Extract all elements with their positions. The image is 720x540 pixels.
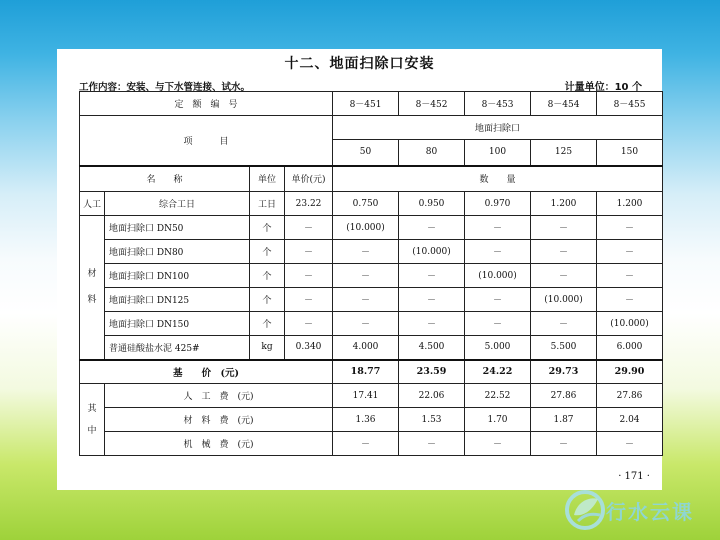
code-cell: 8－451 [333,92,399,116]
material-price: － [285,264,333,288]
material-unit: kg [250,336,285,360]
material-name: 地面扫除口 DN125 [105,288,250,312]
breakdown-label: 人 工 费 (元) [105,384,333,408]
material-price: 0.340 [285,336,333,360]
breakdown-category: 其中 [80,384,105,456]
code-cell: 8－452 [399,92,465,116]
size-cell: 100 [465,140,531,166]
breakdown-value: － [531,432,597,456]
work-content: 工作内容：安装、与下水管连接、试水。 [79,82,251,93]
material-price: － [285,312,333,336]
material-unit: 个 [250,216,285,240]
labor-value: 1.200 [597,192,663,216]
quota-table [79,91,663,456]
material-price: － [285,240,333,264]
breakdown-value: － [333,432,399,456]
breakdown-value: － [399,432,465,456]
item-group-row [80,116,663,140]
material-value: － [333,240,399,264]
material-value: － [465,240,531,264]
material-unit: 个 [250,240,285,264]
material-price: － [285,216,333,240]
material-row [80,216,663,240]
material-value: － [531,264,597,288]
material-row [80,288,663,312]
price-label: 单价(元) [285,166,333,192]
size-cell: 50 [333,140,399,166]
item-group: 地面扫除口 [333,116,663,140]
base-price-value: 23.59 [399,360,465,384]
page-number: · 171 · [618,471,650,482]
material-value: 4.500 [399,336,465,360]
breakdown-label: 机 械 费 (元) [105,432,333,456]
code-cell: 8－454 [531,92,597,116]
breakdown-value: 2.04 [597,408,663,432]
material-value: － [399,264,465,288]
code-cell: 8－453 [465,92,531,116]
item-label: 项 目 [80,116,333,166]
labor-value: 0.970 [465,192,531,216]
quota-no-label: 定 额 编 号 [80,92,333,116]
breakdown-value: 1.70 [465,408,531,432]
material-name: 地面扫除口 DN80 [105,240,250,264]
material-value: － [531,312,597,336]
material-value: － [597,264,663,288]
base-price-label: 基 价 (元) [80,360,333,384]
labor-name: 综合工日 [105,192,250,216]
material-name: 普通硅酸盐水泥 425# [105,336,250,360]
watermark-text: 行水云课 [606,500,694,524]
material-category: 材料 [80,216,105,360]
material-value: (10.000) [333,216,399,240]
base-price-value: 18.77 [333,360,399,384]
size-cell: 80 [399,140,465,166]
material-value: － [399,312,465,336]
labor-price: 23.22 [285,192,333,216]
material-value: 5.000 [465,336,531,360]
name-header-row [80,166,663,192]
labor-unit: 工日 [250,192,285,216]
material-value: － [465,288,531,312]
base-price-value: 29.90 [597,360,663,384]
code-cell: 8－455 [597,92,663,116]
material-value: － [597,216,663,240]
breakdown-value: 1.53 [399,408,465,432]
breakdown-value: 17.41 [333,384,399,408]
breakdown-row [80,432,663,456]
material-value: － [333,312,399,336]
material-value: 5.500 [531,336,597,360]
breakdown-value: 27.86 [531,384,597,408]
material-unit: 个 [250,288,285,312]
material-value: － [531,240,597,264]
material-price: － [285,288,333,312]
base-price-row [80,360,663,384]
material-row [80,264,663,288]
breakdown-value: 1.36 [333,408,399,432]
breakdown-value: － [597,432,663,456]
material-name: 地面扫除口 DN100 [105,264,250,288]
material-value: － [399,288,465,312]
breakdown-value: 22.52 [465,384,531,408]
material-value: － [333,264,399,288]
material-value: 4.000 [333,336,399,360]
labor-value: 0.950 [399,192,465,216]
material-value: (10.000) [399,240,465,264]
breakdown-value: － [465,432,531,456]
material-unit: 个 [250,264,285,288]
material-value: － [597,240,663,264]
base-price-value: 29.73 [531,360,597,384]
material-value: － [597,288,663,312]
material-value: － [333,288,399,312]
material-name: 地面扫除口 DN150 [105,312,250,336]
breakdown-value: 27.86 [597,384,663,408]
material-name: 地面扫除口 DN50 [105,216,250,240]
material-value: － [465,312,531,336]
breakdown-row [80,408,663,432]
material-unit: 个 [250,312,285,336]
material-value: (10.000) [597,312,663,336]
material-row [80,312,663,336]
name-label: 名 称 [80,166,250,192]
unit-label: 单位 [250,166,285,192]
page-title: 十二、地面扫除口安装 [284,56,435,72]
material-value: (10.000) [531,288,597,312]
size-cell: 150 [597,140,663,166]
base-price-value: 24.22 [465,360,531,384]
material-row [80,240,663,264]
quota-no-row [80,92,663,116]
breakdown-value: 22.06 [399,384,465,408]
material-value: － [399,216,465,240]
material-value: － [531,216,597,240]
breakdown-label: 材 料 费 (元) [105,408,333,432]
material-row [80,336,663,360]
material-value: － [465,216,531,240]
qty-label: 数 量 [333,166,663,192]
document-page [57,49,662,490]
breakdown-value: 1.87 [531,408,597,432]
material-value: (10.000) [465,264,531,288]
labor-category: 人工 [80,192,105,216]
material-value: 6.000 [597,336,663,360]
size-cell: 125 [531,140,597,166]
measure-unit: 计量单位：10 个 [564,82,642,93]
labor-value: 0.750 [333,192,399,216]
labor-row [80,192,663,216]
breakdown-row [80,384,663,408]
labor-value: 1.200 [531,192,597,216]
